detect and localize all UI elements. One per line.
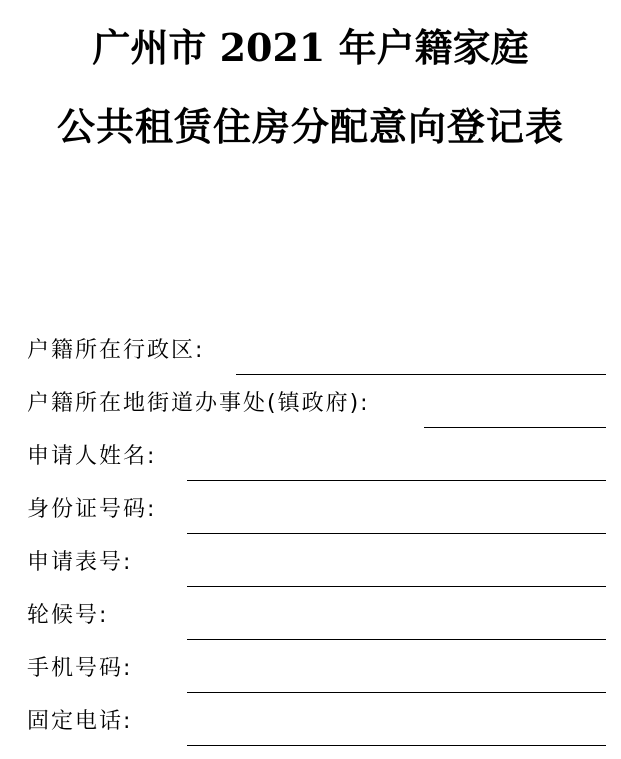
field-subdistrict-label: 户籍所在地街道办事处(镇政府):: [27, 391, 370, 416]
field-district-input[interactable]: [236, 374, 606, 375]
field-landline-input[interactable]: [187, 745, 606, 746]
field-mobile-label: 手机号码:: [27, 656, 133, 681]
field-application-number-input[interactable]: [187, 586, 606, 587]
field-landline-label: 固定电话:: [27, 709, 133, 734]
field-queue-number-input[interactable]: [187, 639, 606, 640]
document-title-line2: 公共租赁住房分配意向登记表: [56, 104, 564, 149]
field-id-number-label: 身份证号码:: [27, 497, 157, 522]
field-id-number-input[interactable]: [187, 533, 606, 534]
field-district-label: 户籍所在行政区:: [27, 338, 205, 363]
field-application-number-label: 申请表号:: [27, 550, 133, 575]
document-title-line1: 广州市 2021 年户籍家庭: [92, 25, 529, 70]
field-applicant-name-label: 申请人姓名:: [27, 444, 157, 469]
field-applicant-name-input[interactable]: [187, 480, 606, 481]
field-queue-number-label: 轮候号:: [27, 603, 109, 628]
field-mobile-input[interactable]: [187, 692, 606, 693]
field-subdistrict-input[interactable]: [424, 427, 606, 428]
